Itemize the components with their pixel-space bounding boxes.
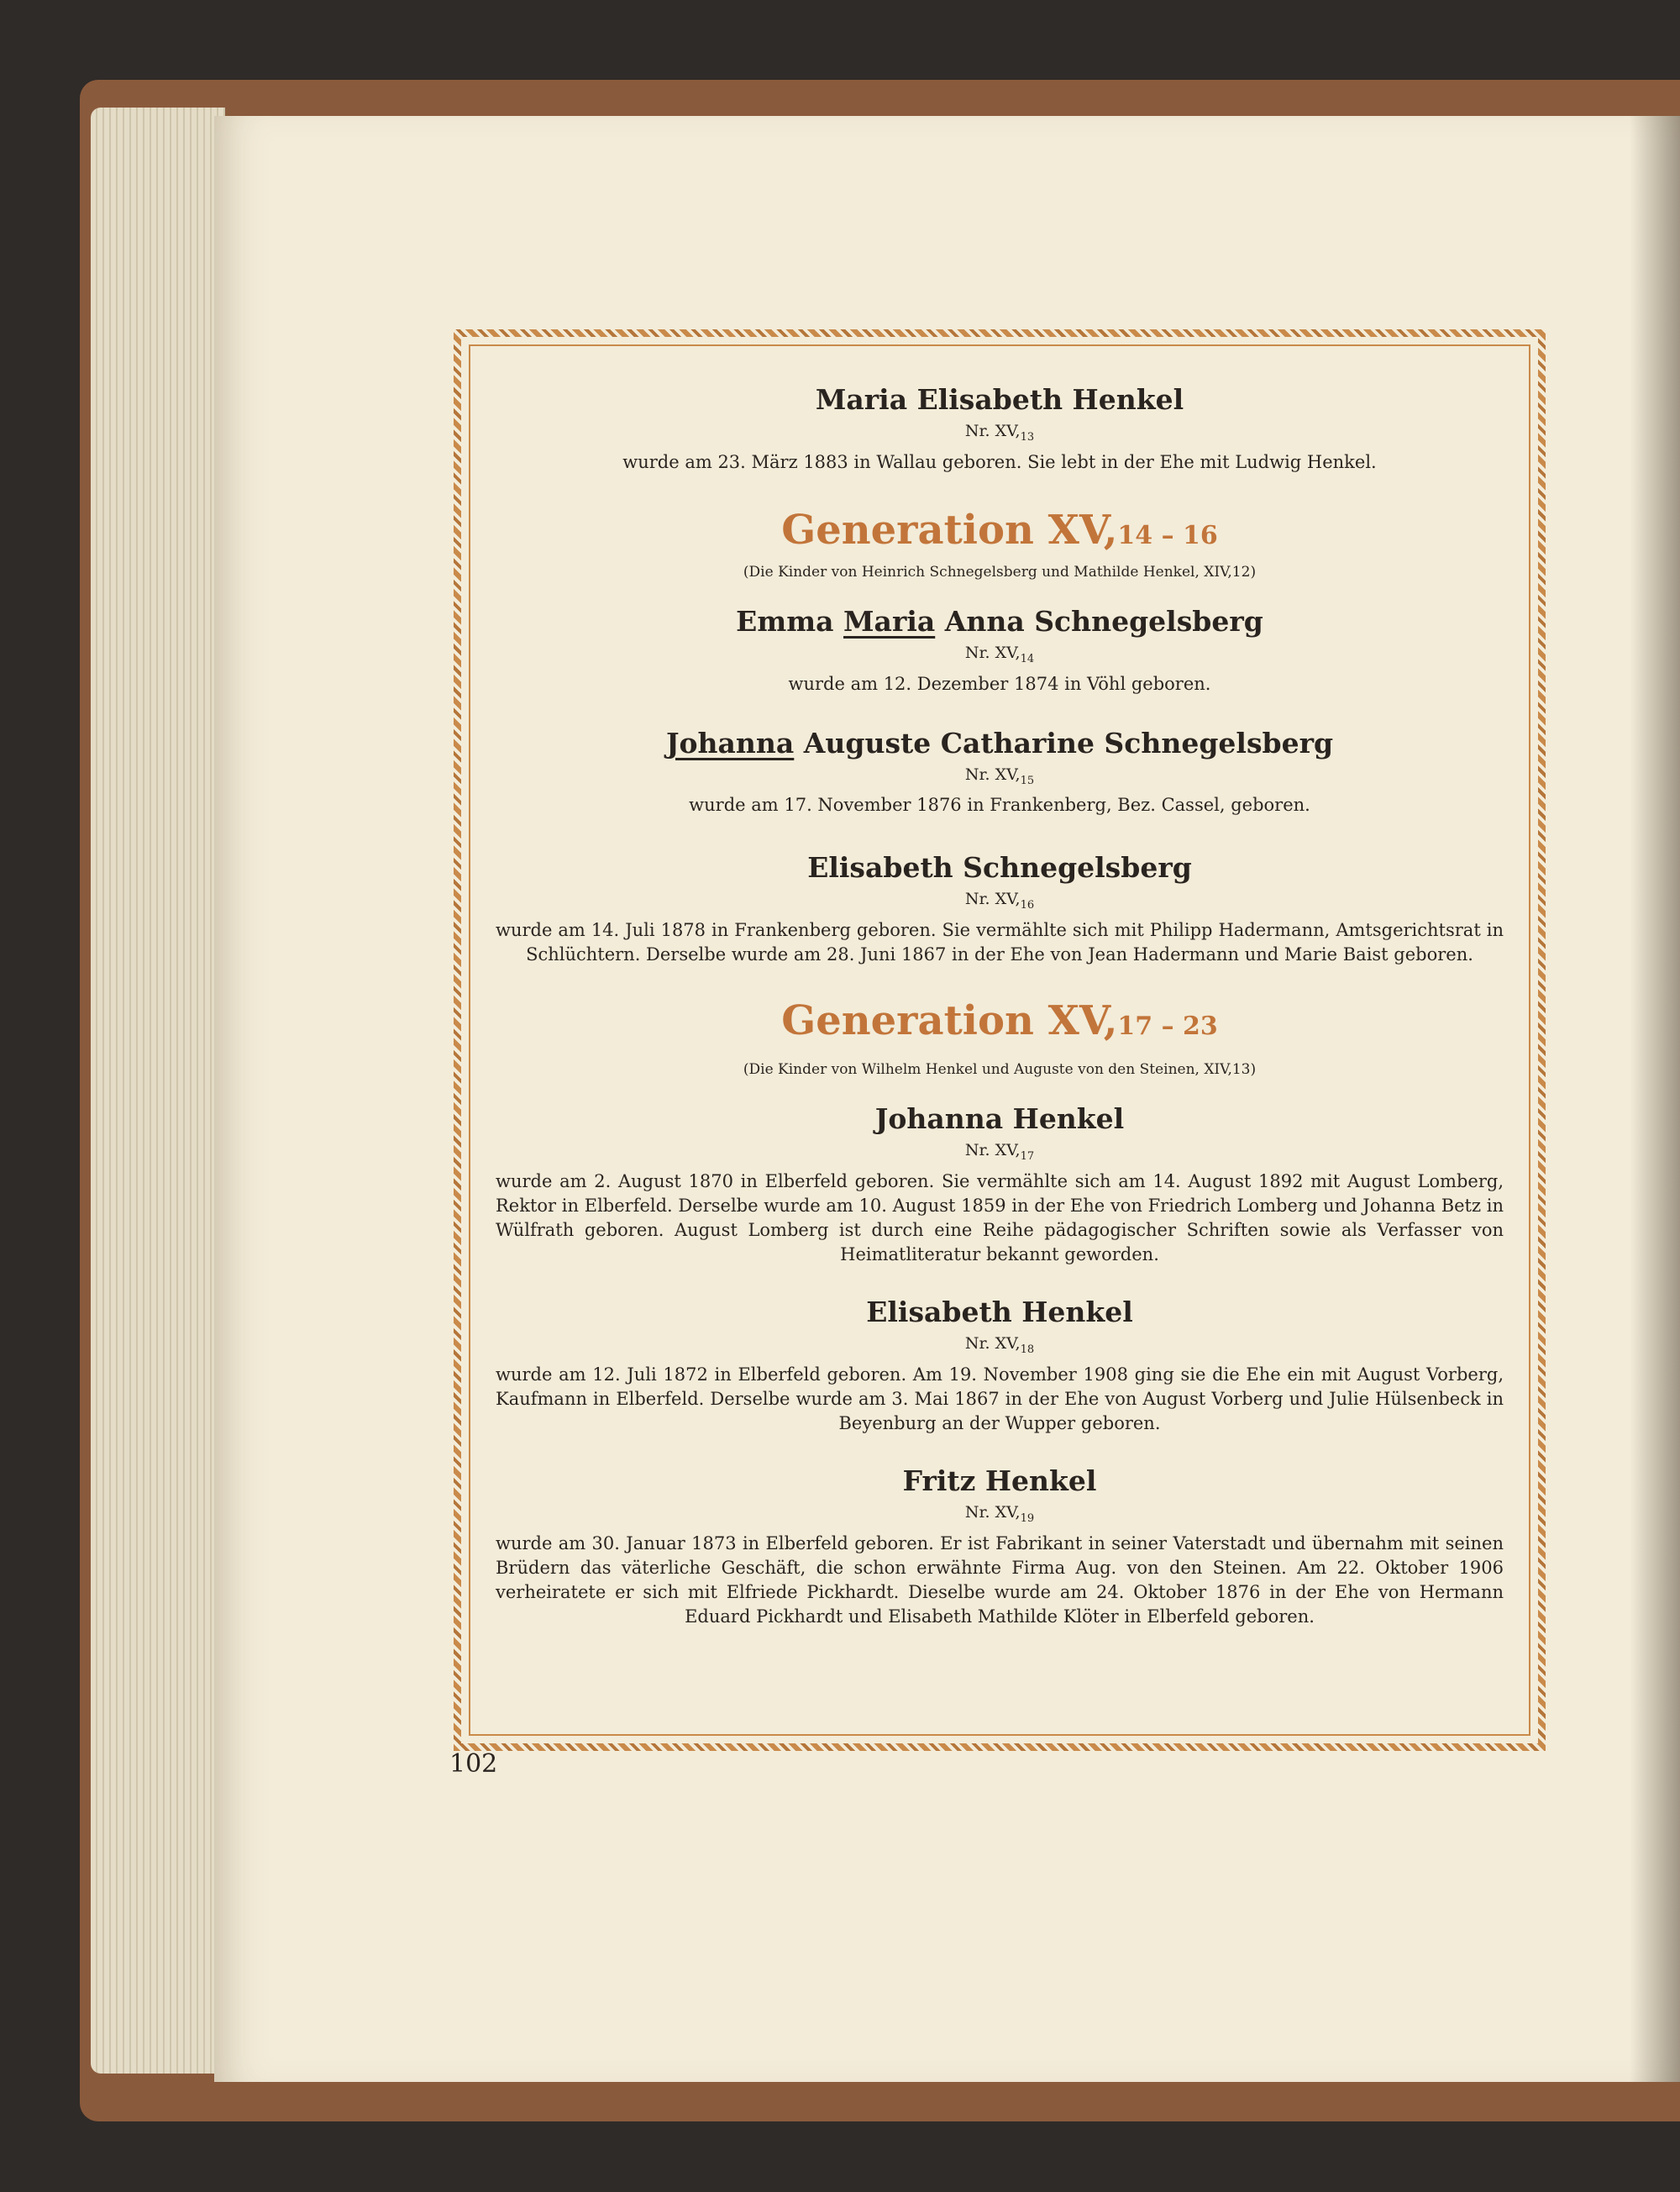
generation-subtitle: (Die Kinder von Heinrich Schnegelsberg und Mathilde Henkel, XIV,12)	[743, 563, 1257, 581]
person-entry	[496, 603, 1504, 696]
person-text: wurde am 14. Juli 1878 in Frankenberg geboren. Sie vermählte sich mit Philipp Hadermann, Amtsgerichtsrat in Schlüchtern. Derselbe wurde am 28. Juni 1867 in der Ehe von Jean Hadermann und Marie Baist geboren.	[496, 920, 1504, 965]
generation-title: Generation XV,14 – 16	[781, 506, 1218, 554]
gutter-shadow	[1630, 116, 1680, 2082]
generation-title: Generation XV,17 – 23	[781, 997, 1218, 1045]
person-text: wurde am 2. August 1870 in Elberfeld geboren. Sie vermählte sich am 14. August 1892 mit August Lomberg, Rektor in Elberfeld. Derselbe wurde am 10. August 1859 in der Ehe von Friedrich Lomberg und Johanna Betz in Wülfrath geboren. August Lomberg ist durch eine Reihe pädagogischer Schriften sowie als Verfasser von Heimatliteratur bekannt geworden.	[496, 1170, 1504, 1264]
person-entry	[496, 1463, 1504, 1629]
person-name: Elisabeth Henkel	[866, 1295, 1133, 1328]
person-text: wurde am 12. Dezember 1874 in Vöhl geboren.	[788, 673, 1211, 694]
person-number: Nr. $XV,_{14}$	[964, 643, 1035, 665]
person-text: wurde am 30. Januar 1873 in Elberfeld geboren. Er ist Fabrikant in seiner Vaterstadt und übernahm mit seinen Brüdern das väterliche Geschäft, die schon erwähnte Firma Aug. von den Steinen. Am 22. Oktober 1906 verheiratete er sich mit Elfriede Pickhardt. Dieselbe wurde am 24. Oktober 1876 in der Ehe von Hermann Eduard Pickhardt und Elisabeth Mathilde Klöter in Elberfeld geboren.	[496, 1532, 1504, 1627]
page-edges	[91, 108, 225, 2074]
person-number: Nr. $XV,_{18}$	[964, 1333, 1035, 1356]
person-text: wurde am 12. Juli 1872 in Elberfeld geboren. Am 19. November 1908 ging sie die Ehe ein mit August Vorberg, Kaufmann in Elberfeld. Derselbe wurde am 3. Mai 1867 in der Ehe von August Vorberg und Julie Hülsenbeck in Beyenburg an der Wupper geboren.	[496, 1364, 1504, 1433]
generation-heading	[496, 996, 1504, 1080]
person-name: Elisabeth Schnegelsberg	[807, 851, 1192, 885]
person-entry	[496, 1101, 1504, 1267]
person-number: Nr. $XV,_{13}$	[964, 422, 1035, 444]
person-text: wurde am 17. November 1876 in Frankenberg, Bez. Cassel, geboren.	[689, 795, 1310, 816]
person-entry	[496, 725, 1504, 818]
generation-heading	[496, 505, 1504, 583]
person-number: Nr. $XV,_{19}$	[964, 1502, 1035, 1525]
page-content	[496, 361, 1504, 1629]
person-text: wurde am 23. März 1883 in Wallau geboren. Sie lebt in der Ehe mit Ludwig Henkel.	[622, 451, 1377, 472]
generation-subtitle: (Die Kinder von Wilhelm Henkel und Auguste von den Steinen, XIV,13)	[743, 1061, 1257, 1079]
person-entry	[496, 849, 1504, 967]
person-name: Johanna Auguste Catharine Schnegelsberg	[665, 726, 1334, 760]
person-number: Nr. $XV,_{16}$	[964, 890, 1035, 912]
person-name: Maria Elisabeth Henkel	[815, 383, 1184, 416]
person-number: Nr. $XV,_{15}$	[964, 765, 1035, 787]
person-number: Nr. $XV,_{17}$	[964, 1141, 1035, 1163]
page-number: 102	[449, 1749, 498, 1779]
person-name: Johanna Henkel	[874, 1102, 1125, 1136]
person-entry	[496, 381, 1504, 475]
person-name: Fritz Henkel	[902, 1464, 1097, 1497]
person-entry	[496, 1294, 1504, 1436]
person-name: Emma Maria Anna Schnegelsberg	[736, 604, 1263, 638]
